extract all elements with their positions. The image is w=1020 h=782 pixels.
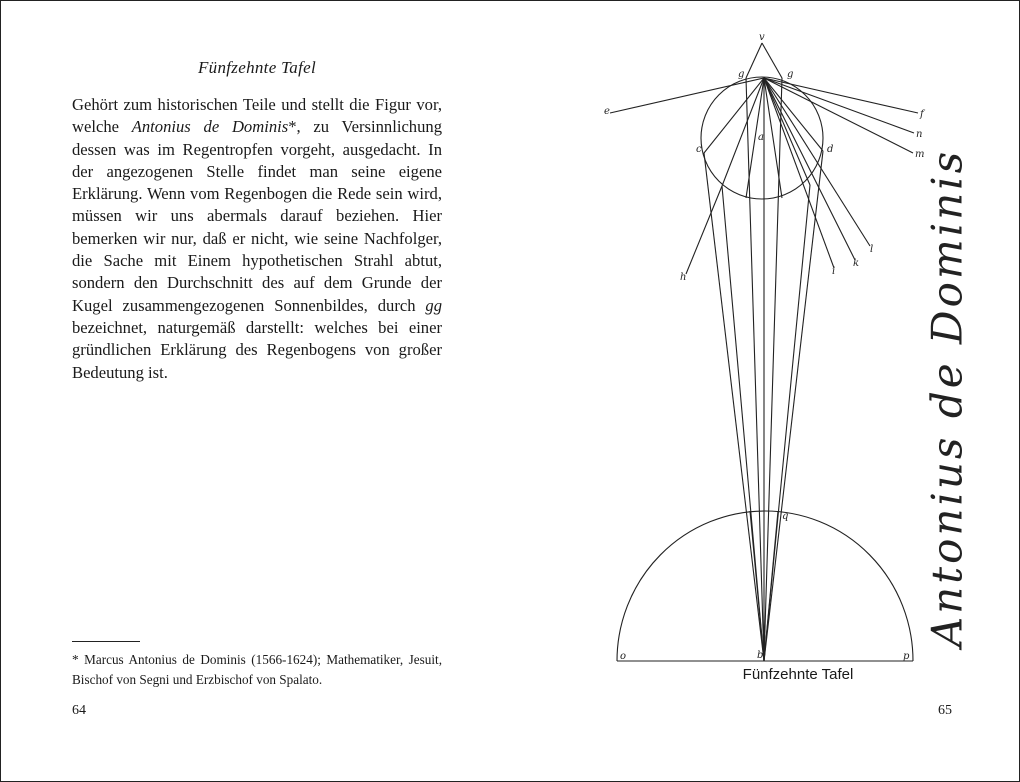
body-paragraph [72,94,442,384]
author-name: Antonius de Dominis [131,117,289,137]
plate-title: Fünfzehnte Tafel [198,58,316,77]
label-h: h [680,272,687,283]
page-number-right: 65 [938,703,952,718]
ray-m [764,78,913,153]
label-i: i [832,266,836,277]
long-ray [764,151,823,661]
page-number-left: 64 [72,703,86,718]
ray-f [764,78,918,113]
footnote-rule [72,641,140,642]
script-author-label: Antonius de Dominis [922,148,972,648]
label-c: c [696,144,702,155]
label-m: m [915,149,925,160]
label-o: o [620,651,627,662]
label-b: b [757,650,764,661]
label-a: a [758,132,764,143]
apex-line [746,43,762,78]
paragraph-text-2: *, zu Versinnlichung dessen was im Regentropfen vorgeht, ausgedacht. In der angezogenen Stelle findet man seine eigene Erklärung. Wenn vom Regenbogen die Rede sein wird, müssen wir uns abermals darauf beziehen. Hier bemerken wir nur, daß er nicht, wie seine Nachfolger, die Sache mit Einem hypothetischen Strahl abtut, sondern den Durchschnitt des auf dem Grunde der Kugel zusammengezogenen Sonnenbildes, durch [72,117,442,315]
paragraph-text-1: Gehört zum historischen Teile und stellt die Figur vor, welche [72,95,442,137]
label-f: f [920,109,924,120]
chord-line [764,78,810,185]
paragraph-text-3: bezeichnet, naturgemäß darstellt: welches bei einer gründlichen Erklärung des Regenbogens von großer Bedeutung ist. [72,317,442,382]
label-q: q [782,511,789,522]
long-ray [704,153,764,661]
footnote: * Marcus Antonius de Dominis (1566-1624); Mathematiker, Jesuit, Bischof von Segni und Erzbischof von Spalato. [72,652,442,687]
label-l: l [870,244,874,255]
label-g-right: g [787,69,794,80]
gg-reference: gg [425,295,442,315]
apex-line [762,43,782,78]
label-v: v [759,32,765,43]
label-n: n [916,129,923,140]
label-d: d [827,144,834,155]
right-page [510,0,1020,782]
label-g-left: g [738,69,745,80]
label-e: e [604,106,610,117]
plate-caption: Fünfzehnte Tafel [742,666,854,683]
label-p: p [903,651,910,662]
long-ray [746,78,764,661]
label-k: k [853,258,860,269]
